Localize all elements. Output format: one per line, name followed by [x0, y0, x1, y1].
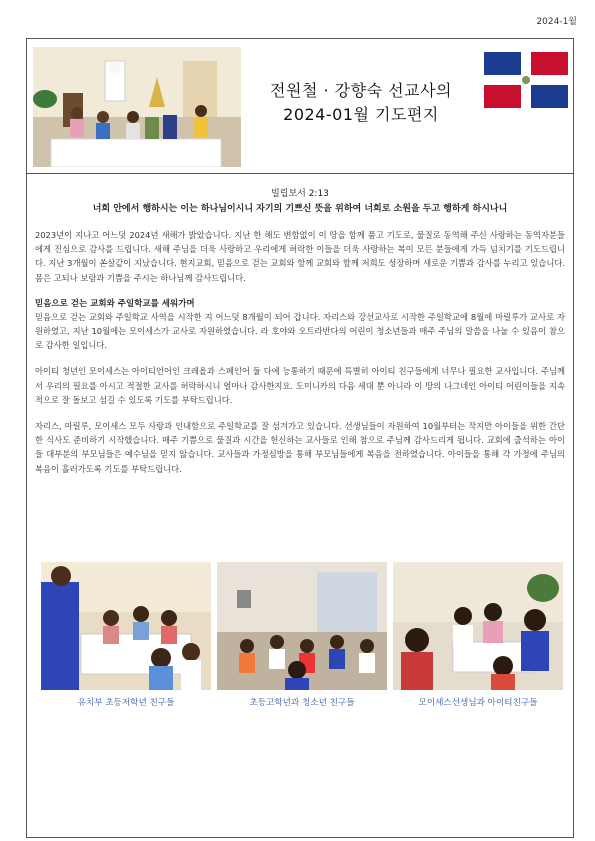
title-line-1: 전원철 · 강향숙 선교사의: [270, 81, 452, 100]
photo-kindergarten: [41, 562, 211, 690]
header-photo: [33, 47, 241, 167]
letter-frame: [26, 38, 574, 838]
letter-title: [249, 79, 473, 127]
photo-haiti-kids: [393, 562, 563, 690]
haiti-paragraph: 아이티 청년인 모이세스는 아이티언어인 크레올과 스페인어 둘 다에 능통하기 때문에 특별히 아이티 친구들에게 너무나 필요한 교사입니다. 주님께서 우리의 필요를 아시고 적절한 교사를 허락하시니 얼마나 감사한지요. 도미니카의 다음 세대 뿐 아니라 이 땅의 나그네인 아이티 어린이들을 지속적으로 잘 돌보고 섬길 수 있도록 기도를 부탁드립니다.: [35, 366, 565, 405]
school-paragraph: 믿음으로 걷는 교회와 주일학교 사역을 시작한 지 어느덧 8개월이 되어 갑니다. 자리스와 강선교사로 시작한 주일학교에 8월에 마릴루가 교사로 자원하였고, 지난 10월에는 모이세스가 교사로 자원하였습니다. 라 호야와 오트라반다의 어린이 청소년들과 매주 주님의 말씀을 나눌 수 있음이 참으로 감사한 일입니다.: [35, 311, 565, 351]
photo-caption-1: 유치부 초등저학년 친구들: [77, 698, 175, 708]
photo-youth: [217, 562, 387, 690]
verse-text: 너희 안에서 행하시는 이는 하나님이시니 자기의 기쁘신 뜻을 위하여 너희로 소원을 두고 행하게 하시나니: [92, 204, 508, 214]
section-heading: 믿음으로 걷는 교회와 주일학교를 세워가며: [35, 298, 195, 309]
verse-reference: 빌립보서 2:13: [271, 189, 329, 199]
teachers-paragraph: 자리스, 마릴루, 모이세스 모두 사랑과 인내함으로 주일학교를 잘 섬겨가고 있습니다. 선생님들이 자원하여 10월부터는 작지만 아이들을 위한 간단한 식사도 준비하기 시작했습니다. 매주 기쁨으로 물질과 시간을 헌신하는 교사들로 인해 참으로 주님께 감사드리게 됩니다. 교회에 출석하는 아이들 대부분의 부모님들은 예수님을 믿지 않습니다. 교사들과 가정심방을 통해 부모님들에게 복음을 전하였습니다. 아이들을 통해 각 가정에 주님의 복음이 흘러가도록 기도를 부탁드립니다.: [35, 421, 565, 474]
photo-row: [41, 562, 561, 708]
photo-caption-2: 초등고학년과 청소년 친구들: [249, 698, 355, 708]
header: [27, 39, 573, 174]
dominican-flag-icon: [484, 52, 568, 108]
photo-caption-3: 모이세스선생님과 아이티친구들: [418, 698, 538, 708]
title-line-2: 2024-01월 기도편지: [283, 105, 439, 124]
page-label: 2024-1월: [536, 17, 577, 27]
intro-paragraph: 2023년이 지나고 어느덧 2024년 새해가 밝았습니다. 지난 한 해도 변함없이 이 땅을 함께 품고 기도로, 물질로 동역해 주신 사랑하는 동역자분들에게 진심으로 감사를 드립니다. 새해 주님을 더욱 사랑하고 우리에게 허락한 이들을 더욱 사랑하는 복이 모든 분들에게 가득 넘치기를 기도드립니다. 지난 3개월이 쏜살같이 지났습니다. 현지교회, 믿음으로 걷는 교회와 함께 교회와 함께 저희도 성장하며 새로운 기쁨과 감사를 누리고 있습니다. 몸은 고되나 보람과 기쁨을 주시는 하나님께 감사드립니다.: [35, 230, 565, 283]
letter-body: [27, 186, 573, 488]
